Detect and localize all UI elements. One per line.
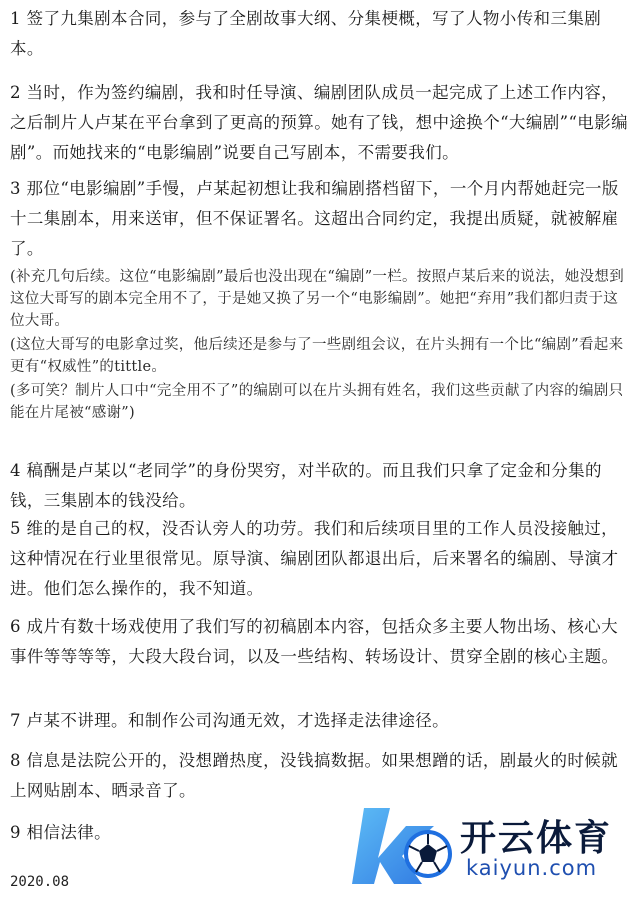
paragraph-2: 2 当时，作为签约编剧，我和时任导演、编剧团队成员一起完成了上述工作内容，之后制片人卢某在平台拿到了更高的预算。她有了钱，想中途换个“大编剧”“电影编剧”。而她找来的“电影编剧”说要自己写剧本，不需要我们。 xyxy=(10,83,629,162)
watermark-brand: 开云体育 xyxy=(460,818,613,859)
paragraph-6: 6 成片有数十场戏使用了我们写的初稿剧本内容，包括众多主要人物出场、核心大事件等等等等，大段大段台词，以及一些结构、转场设计、贯穿全剧的核心主题。 xyxy=(10,617,619,666)
note-3: (多可笑？制片人口中“完全用不了”的编剧可以在片头拥有姓名，我们这些贡献了内容的编剧只能在片尾被“感谢”) xyxy=(10,383,624,421)
paragraph-4: 4 稿酬是卢某以“老同学”的身份哭穷，对半砍的。而且我们只拿了定金和分集的钱，三集剧本的钱没给。 xyxy=(10,461,602,510)
date-stamp: 2020.08 xyxy=(10,874,70,890)
paragraph-7: 7 卢某不讲理。和制作公司沟通无效，才选择走法律途径。 xyxy=(10,711,450,730)
paragraph-5: 5 维的是自己的权，没否认旁人的功劳。我们和后续项目里的工作人员没接触过，这种情况在行业里很常见。原导演、编剧团队都退出后，后来署名的编剧、导演才进。他们怎么操作的，我不知道。 xyxy=(10,519,619,598)
paragraph-3: 3 那位“电影编剧”手慢，卢某起初想让我和编剧搭档留下，一个月内帮她赶完一版十二集剧本，用来送审，但不保证署名。这超出合同约定，我提出质疑，就被解雇了。 xyxy=(10,179,619,258)
paragraph-9: 9 相信法律。 xyxy=(10,823,112,842)
note-2: (这位大哥写的电影拿过奖，他后续还是参与了一些剧组会议，在片头拥有一个比“编剧”看起来更有“权威性”的tittle。 xyxy=(10,337,624,375)
paragraph-1: 1 签了九集剧本合同，参与了全剧故事大纲、分集梗概，写了人物小传和三集剧本。 xyxy=(10,9,602,58)
watermark xyxy=(350,796,635,896)
kaiyun-logo-icon xyxy=(350,796,460,896)
watermark-domain: kaiyun.com xyxy=(466,856,598,880)
paragraph-8: 8 信息是法院公开的，没想蹭热度，没钱搞数据。如果想蹭的话，剧最火的时候就上网贴剧本、晒录音了。 xyxy=(10,751,619,800)
note-1: (补充几句后续。这位“电影编剧”最后也没出现在“编剧”一栏。按照卢某后来的说法，她没想到这位大哥写的剧本完全用不了，于是她又换了另一个“电影编剧”。她把“弃用”我们都归责于这位大哥。 xyxy=(10,269,625,329)
